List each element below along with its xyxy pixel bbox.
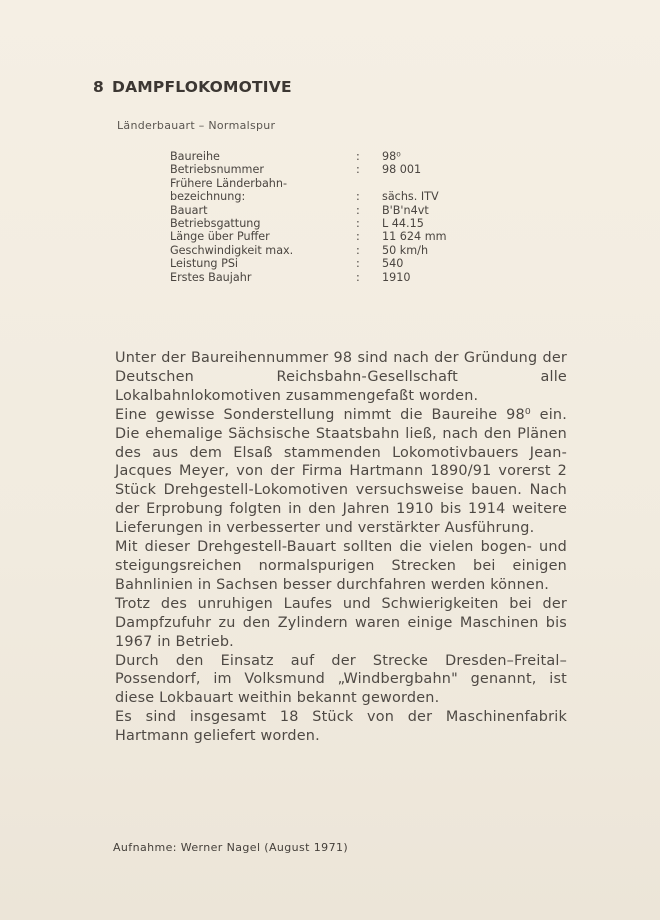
spec-row xyxy=(170,217,470,230)
spec-label: Erstes Baujahr xyxy=(170,270,252,284)
spec-row xyxy=(170,163,470,176)
spec-value: L 44.15 xyxy=(382,217,424,231)
description xyxy=(115,349,567,746)
title-text: DAMPFLOKOMOTIVE xyxy=(112,78,292,96)
spec-value xyxy=(382,177,470,190)
spec-separator xyxy=(356,177,382,190)
spec-row xyxy=(170,204,470,217)
spec-separator: : xyxy=(356,270,360,284)
spec-separator: : xyxy=(356,217,360,231)
spec-row xyxy=(170,230,470,243)
spec-label: Länge über Puffer xyxy=(170,230,270,244)
spec-row xyxy=(170,150,470,163)
paragraph: Mit dieser Drehgestell-Bauart sollten die vielen bogen- und steigungsreichen normalspurigen Strecken bei einigen Bahnlinien in Sachsen besser durchfahren werden können. xyxy=(115,539,567,593)
spec-separator: : xyxy=(356,163,360,177)
card-number: 8 xyxy=(93,78,104,96)
spec-value: sächs. ITV xyxy=(382,190,439,204)
spec-value: 540 xyxy=(382,257,404,271)
spec-label: Betriebsnummer xyxy=(170,163,264,177)
spec-row xyxy=(170,244,470,257)
photo-credit: Aufnahme: Werner Nagel (August 1971) xyxy=(113,841,349,854)
paragraph: Es sind insgesamt 18 Stück von der Maschinenfabrik Hartmann geliefert worden. xyxy=(115,709,567,745)
spec-label: bezeichnung: xyxy=(170,190,246,204)
paragraph: Unter der Baureihennummer 98 sind nach der Gründung der Deutschen Reichsbahn-Gesellschaft alle Lokalbahnlokomotiven zusammengefaßt worden. xyxy=(115,350,567,404)
spec-row xyxy=(170,177,470,190)
spec-row xyxy=(170,271,470,284)
spec-value: 98 001 xyxy=(382,163,422,177)
spec-separator: : xyxy=(356,257,360,271)
spec-value: 11 624 mm xyxy=(382,230,447,244)
paragraph: Eine gewisse Sonderstellung nimmt die Baureihe 98⁰ ein. Die ehemalige Sächsische Staatsbahn ließ, nach den Plänen des aus dem Elsaß stammenden Lokomotivbauers Jean-Jacques Meyer, von der Firma Hartmann 1890/91 vorerst 2 Stück Drehgestell-Lokomotiven versuchsweise bauen. Nach der Erprobung folgten in den Jahren 1910 bis 1914 weitere Lieferungen in verbesserter und verstärkter Ausführung. xyxy=(115,406,567,537)
spec-separator: : xyxy=(356,230,360,244)
spec-row xyxy=(170,190,470,203)
spec-value: 50 km/h xyxy=(382,243,429,257)
spec-label: Leistung PSi xyxy=(170,257,239,271)
spec-separator: : xyxy=(356,190,360,204)
spec-separator: : xyxy=(356,150,360,163)
spec-row xyxy=(170,257,470,270)
spec-label: Bauart xyxy=(170,203,208,217)
spec-label: Frühere Länderbahn- xyxy=(170,176,288,190)
paragraph: Trotz des unruhigen Laufes und Schwierigkeiten bei der Dampfzufuhr zu den Zylindern waren einige Maschinen bis 1967 in Betrieb. xyxy=(115,595,567,650)
spec-separator: : xyxy=(356,243,360,257)
subtitle: Länderbauart – Normalspur xyxy=(117,119,276,132)
spec-label: Betriebsgattung xyxy=(170,217,261,231)
spec-label: Baureihe xyxy=(170,150,220,163)
paragraph: Durch den Einsatz auf der Strecke Dresden–Freital–Possendorf, im Volksmund „Windbergbahn" genannt, ist diese Lokbauart weithin bekannt geworden. xyxy=(115,652,567,707)
spec-value: 1910 xyxy=(382,270,411,284)
spec-table xyxy=(170,150,470,284)
page-title xyxy=(93,78,292,96)
spec-value: 98⁰ xyxy=(382,150,401,163)
spec-value: B'B'n4vt xyxy=(382,203,429,217)
spec-separator: : xyxy=(356,203,360,217)
spec-label: Geschwindigkeit max. xyxy=(170,243,294,257)
